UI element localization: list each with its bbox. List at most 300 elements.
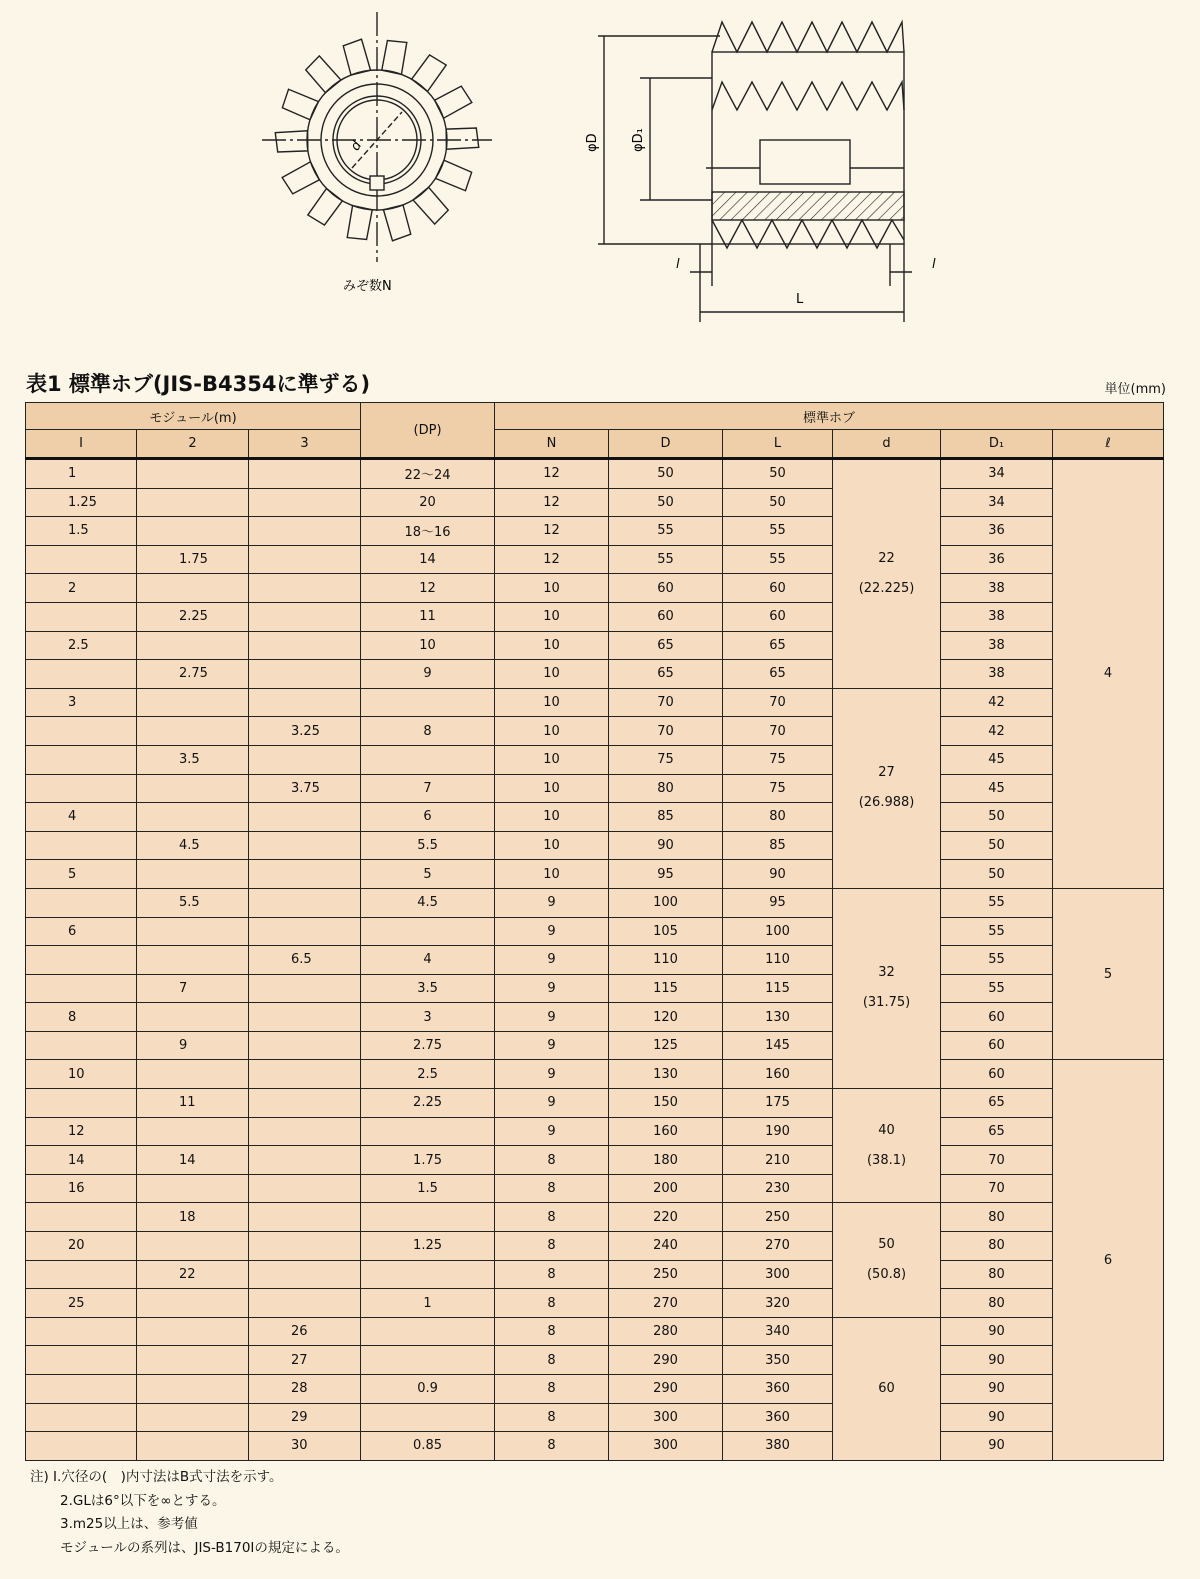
cell-L: 230	[723, 1174, 833, 1203]
cell-module-2	[137, 1003, 249, 1032]
cell-L: 175	[723, 1089, 833, 1118]
cell-l-group: 5	[1053, 888, 1164, 1060]
cell-d-group	[833, 888, 941, 1088]
cell-module-2	[137, 574, 249, 603]
cell-L: 360	[723, 1375, 833, 1404]
cell-module-3	[249, 1203, 361, 1232]
cell-module-2	[137, 1403, 249, 1432]
module-group-header: モジュール(m)	[26, 403, 361, 430]
cell-n: 10	[495, 774, 609, 803]
cell-D: 120	[609, 1003, 723, 1032]
phiD1-label: φD₁	[631, 128, 646, 152]
gear-tooth	[343, 39, 370, 75]
cell-module-3	[249, 1146, 361, 1175]
cell-module-3	[249, 1060, 361, 1089]
cell-n: 8	[495, 1317, 609, 1346]
cell-D: 220	[609, 1203, 723, 1232]
cell-n: 8	[495, 1174, 609, 1203]
cell-D1: 65	[941, 1089, 1053, 1118]
cell-module-1	[26, 660, 137, 689]
cell-module-1	[26, 745, 137, 774]
cell-module-1: 10	[26, 1060, 137, 1089]
cell-D1: 38	[941, 602, 1053, 631]
note-4: モジュールの系列は、JIS-B170Ⅰの規定による。	[60, 1539, 349, 1556]
gear-tooth	[275, 131, 308, 152]
table-row	[26, 602, 1164, 631]
cell-module-3	[249, 974, 361, 1003]
cell-module-3	[249, 1232, 361, 1261]
cell-module-2	[137, 946, 249, 975]
cell-n: 8	[495, 1375, 609, 1404]
cell-dp	[361, 1117, 495, 1146]
cell-D: 70	[609, 688, 723, 717]
cell-D1: 55	[941, 917, 1053, 946]
cell-module-3	[249, 660, 361, 689]
table-row	[26, 1289, 1164, 1318]
cell-module-3: 30	[249, 1432, 361, 1461]
cell-n: 10	[495, 860, 609, 889]
cell-D1: 36	[941, 517, 1053, 546]
module-col-1: Ⅰ	[26, 430, 137, 459]
gear-tooth	[282, 89, 318, 120]
note-1: 注) Ⅰ.穴径の( )内寸法はB式寸法を示す。	[30, 1469, 283, 1485]
gear-tooth	[306, 56, 341, 93]
cell-module-3	[249, 1174, 361, 1203]
cell-module-1: 16	[26, 1174, 137, 1203]
l-right-label: l	[932, 257, 936, 272]
cell-module-3: 27	[249, 1346, 361, 1375]
cell-module-1: 5	[26, 860, 137, 889]
cell-module-3	[249, 631, 361, 660]
cell-D: 125	[609, 1031, 723, 1060]
table-row	[26, 1432, 1164, 1461]
cell-module-3	[249, 1031, 361, 1060]
cell-D1: 50	[941, 803, 1053, 832]
cell-dp: 22～24	[361, 459, 495, 489]
cell-dp	[361, 1317, 495, 1346]
cell-module-1: 6	[26, 917, 137, 946]
cell-module-1	[26, 1403, 137, 1432]
cell-dp: 1.5	[361, 1174, 495, 1203]
cell-module-1	[26, 1260, 137, 1289]
cell-dp: 6	[361, 803, 495, 832]
table-row	[26, 717, 1164, 746]
cell-module-3	[249, 803, 361, 832]
cell-L: 145	[723, 1031, 833, 1060]
cell-module-1: 8	[26, 1003, 137, 1032]
cell-module-1: 25	[26, 1289, 137, 1318]
cell-module-1	[26, 888, 137, 917]
cell-D1: 80	[941, 1260, 1053, 1289]
table-body	[26, 459, 1164, 1461]
table-row	[26, 1146, 1164, 1175]
cell-module-2	[137, 1346, 249, 1375]
cell-module-1: 1.5	[26, 517, 137, 546]
col-d: d	[833, 430, 941, 459]
d-alt-value: (50.8)	[866, 1267, 907, 1283]
standard-hob-header: 標準ホブ	[495, 403, 1164, 430]
cell-n: 8	[495, 1403, 609, 1432]
cell-D1: 90	[941, 1403, 1053, 1432]
cell-D1: 38	[941, 574, 1053, 603]
cell-module-2	[137, 803, 249, 832]
cell-D: 180	[609, 1146, 723, 1175]
cell-dp	[361, 1403, 495, 1432]
cell-D: 70	[609, 717, 723, 746]
cell-D1: 55	[941, 946, 1053, 975]
col-D: D	[609, 430, 723, 459]
cell-n: 8	[495, 1146, 609, 1175]
cell-dp: 4	[361, 946, 495, 975]
cell-module-2: 2.25	[137, 602, 249, 631]
cell-d-group	[833, 1317, 941, 1460]
cell-D1: 50	[941, 831, 1053, 860]
cell-D: 50	[609, 488, 723, 517]
cell-L: 60	[723, 602, 833, 631]
cell-n: 12	[495, 459, 609, 489]
cell-module-2	[137, 1289, 249, 1318]
table-row	[26, 917, 1164, 946]
col-D1: D₁	[941, 430, 1053, 459]
cell-dp: 2.75	[361, 1031, 495, 1060]
cell-dp: 8	[361, 717, 495, 746]
cell-n: 8	[495, 1346, 609, 1375]
gear-tooth	[308, 189, 343, 226]
cell-module-3	[249, 545, 361, 574]
cell-dp	[361, 1203, 495, 1232]
cell-module-3: 6.5	[249, 946, 361, 975]
cell-dp: 3.5	[361, 974, 495, 1003]
cell-D: 115	[609, 974, 723, 1003]
cell-n: 10	[495, 745, 609, 774]
d-alt-value: (26.988)	[858, 795, 915, 811]
cell-n: 10	[495, 631, 609, 660]
cell-L: 190	[723, 1117, 833, 1146]
cell-module-3	[249, 1003, 361, 1032]
cell-L: 160	[723, 1060, 833, 1089]
cell-n: 10	[495, 803, 609, 832]
cell-L: 75	[723, 774, 833, 803]
cell-L: 250	[723, 1203, 833, 1232]
cell-module-1	[26, 774, 137, 803]
cell-D1: 36	[941, 545, 1053, 574]
cell-D: 65	[609, 631, 723, 660]
cell-D: 280	[609, 1317, 723, 1346]
cell-module-3	[249, 488, 361, 517]
cell-L: 210	[723, 1146, 833, 1175]
table-row	[26, 488, 1164, 517]
cell-module-3	[249, 574, 361, 603]
cell-L: 50	[723, 488, 833, 517]
cell-D: 85	[609, 803, 723, 832]
cell-module-2: 11	[137, 1089, 249, 1118]
cell-L: 65	[723, 631, 833, 660]
table-row	[26, 660, 1164, 689]
cell-L: 300	[723, 1260, 833, 1289]
table-row	[26, 774, 1164, 803]
cell-D1: 70	[941, 1146, 1053, 1175]
cell-module-2	[137, 517, 249, 546]
cell-module-2	[137, 459, 249, 489]
cell-module-1: 3	[26, 688, 137, 717]
cell-D1: 45	[941, 774, 1053, 803]
cell-L: 50	[723, 459, 833, 489]
cell-D: 60	[609, 602, 723, 631]
cell-d-group	[833, 1203, 941, 1317]
cell-n: 9	[495, 1089, 609, 1118]
cell-L: 100	[723, 917, 833, 946]
cell-dp: 5.5	[361, 831, 495, 860]
cell-module-1	[26, 974, 137, 1003]
cell-dp: 2.5	[361, 1060, 495, 1089]
cell-module-2: 14	[137, 1146, 249, 1175]
cell-module-3	[249, 888, 361, 917]
cell-module-3: 3.75	[249, 774, 361, 803]
cell-n: 9	[495, 1117, 609, 1146]
table-row	[26, 517, 1164, 546]
table-row	[26, 688, 1164, 717]
cell-D: 100	[609, 888, 723, 917]
cell-D1: 65	[941, 1117, 1053, 1146]
cell-D: 60	[609, 574, 723, 603]
L-label: L	[796, 292, 804, 307]
cell-n: 8	[495, 1432, 609, 1461]
cell-D1: 60	[941, 1031, 1053, 1060]
cell-D: 300	[609, 1403, 723, 1432]
cell-module-2	[137, 1375, 249, 1404]
cell-L: 110	[723, 946, 833, 975]
cell-D: 130	[609, 1060, 723, 1089]
cell-n: 10	[495, 660, 609, 689]
cell-dp: 0.9	[361, 1375, 495, 1404]
cell-dp: 0.85	[361, 1432, 495, 1461]
gear-tooth	[413, 187, 448, 224]
cell-module-1: 20	[26, 1232, 137, 1261]
gear-tooth	[382, 41, 407, 75]
cell-D: 110	[609, 946, 723, 975]
cell-module-3	[249, 831, 361, 860]
cell-D: 160	[609, 1117, 723, 1146]
cell-module-1: 4	[26, 803, 137, 832]
cell-module-1	[26, 1375, 137, 1404]
cell-D: 290	[609, 1346, 723, 1375]
cell-n: 9	[495, 888, 609, 917]
table-row	[26, 1174, 1164, 1203]
cell-L: 65	[723, 660, 833, 689]
gear-tooth	[446, 128, 479, 149]
cell-L: 60	[723, 574, 833, 603]
cell-module-2	[137, 917, 249, 946]
cell-module-2	[137, 717, 249, 746]
cell-n: 8	[495, 1289, 609, 1318]
d-alt-value: (22.225)	[858, 580, 915, 596]
cell-L: 90	[723, 860, 833, 889]
table-row	[26, 1203, 1164, 1232]
cell-n: 9	[495, 974, 609, 1003]
cell-module-3	[249, 459, 361, 489]
cell-module-1: 1.25	[26, 488, 137, 517]
cell-L: 75	[723, 745, 833, 774]
d-alt-value: (38.1)	[866, 1152, 907, 1168]
table-row	[26, 631, 1164, 660]
cell-n: 9	[495, 1003, 609, 1032]
cell-D: 55	[609, 517, 723, 546]
d-value: 50	[878, 1237, 895, 1253]
cell-d-group	[833, 688, 941, 888]
cell-D1: 50	[941, 860, 1053, 889]
table-row	[26, 974, 1164, 1003]
gear-tooth	[383, 205, 410, 241]
gear-tooth	[412, 55, 447, 92]
cell-module-1	[26, 946, 137, 975]
cell-d-group	[833, 1089, 941, 1203]
cell-D1: 42	[941, 717, 1053, 746]
cell-n: 9	[495, 946, 609, 975]
cell-dp	[361, 1260, 495, 1289]
cell-module-2	[137, 1432, 249, 1461]
cell-D1: 60	[941, 1003, 1053, 1032]
cell-D1: 34	[941, 488, 1053, 517]
table-row	[26, 1003, 1164, 1032]
cell-dp: 4.5	[361, 888, 495, 917]
cell-n: 10	[495, 717, 609, 746]
cell-L: 340	[723, 1317, 833, 1346]
table-row	[26, 831, 1164, 860]
d-value: 40	[878, 1122, 895, 1138]
cell-D1: 90	[941, 1432, 1053, 1461]
table-row	[26, 946, 1164, 975]
cell-dp: 5	[361, 860, 495, 889]
cell-module-1	[26, 545, 137, 574]
cell-D1: 42	[941, 688, 1053, 717]
cell-D: 150	[609, 1089, 723, 1118]
drawing-caption: みぞ数N	[343, 279, 392, 294]
cell-module-2	[137, 631, 249, 660]
hob-front-view	[262, 12, 492, 262]
cell-D: 270	[609, 1289, 723, 1318]
col-N: N	[495, 430, 609, 459]
cell-module-1	[26, 1317, 137, 1346]
cell-D1: 45	[941, 745, 1053, 774]
cell-module-2: 9	[137, 1031, 249, 1060]
cell-module-2: 7	[137, 974, 249, 1003]
cell-D1: 55	[941, 888, 1053, 917]
cell-D: 200	[609, 1174, 723, 1203]
cell-L: 55	[723, 517, 833, 546]
gear-tooth	[436, 160, 472, 191]
cell-module-1	[26, 831, 137, 860]
cell-D1: 55	[941, 974, 1053, 1003]
cell-L: 320	[723, 1289, 833, 1318]
gear-tooth	[347, 206, 372, 240]
cell-module-2	[137, 688, 249, 717]
cell-D1: 38	[941, 631, 1053, 660]
cell-module-3	[249, 1117, 361, 1146]
cell-L: 80	[723, 803, 833, 832]
table-row	[26, 1346, 1164, 1375]
cell-n: 8	[495, 1203, 609, 1232]
table-row	[26, 1260, 1164, 1289]
cell-module-2: 4.5	[137, 831, 249, 860]
cell-dp: 1	[361, 1289, 495, 1318]
cell-D1: 80	[941, 1232, 1053, 1261]
col-l: ℓ	[1053, 430, 1164, 459]
cell-d-group	[833, 459, 941, 689]
cell-dp: 11	[361, 602, 495, 631]
table-row	[26, 1031, 1164, 1060]
note-2: 2.GLは6°以下を∞とする。	[60, 1492, 226, 1509]
table-row	[26, 1317, 1164, 1346]
cell-dp: 1.75	[361, 1146, 495, 1175]
table-row	[26, 545, 1164, 574]
cell-D1: 90	[941, 1375, 1053, 1404]
cell-D: 55	[609, 545, 723, 574]
cell-L: 115	[723, 974, 833, 1003]
cell-module-1: 14	[26, 1146, 137, 1175]
cell-module-1	[26, 602, 137, 631]
cell-dp: 12	[361, 574, 495, 603]
cell-L: 70	[723, 688, 833, 717]
cell-dp: 1.25	[361, 1232, 495, 1261]
cell-D: 80	[609, 774, 723, 803]
table-row	[26, 888, 1164, 917]
phiD-label: φD	[585, 133, 600, 152]
cell-n: 9	[495, 1031, 609, 1060]
cell-n: 12	[495, 488, 609, 517]
cell-module-2	[137, 488, 249, 517]
table-row	[26, 1089, 1164, 1118]
cell-D: 50	[609, 459, 723, 489]
cell-module-1: 1	[26, 459, 137, 489]
notes	[30, 1466, 349, 1560]
cell-D: 65	[609, 660, 723, 689]
cell-D1: 38	[941, 660, 1053, 689]
gear-tooth	[282, 162, 319, 194]
gear-tooth	[435, 86, 472, 118]
cell-module-1: 2	[26, 574, 137, 603]
hob-side-view	[598, 22, 912, 322]
cell-module-3	[249, 745, 361, 774]
cell-n: 10	[495, 574, 609, 603]
cell-module-2	[137, 1232, 249, 1261]
d-value: 27	[878, 765, 895, 781]
cell-module-1	[26, 1203, 137, 1232]
cell-D: 105	[609, 917, 723, 946]
cell-dp	[361, 917, 495, 946]
hob-drawing	[0, 0, 1200, 340]
cell-n: 9	[495, 917, 609, 946]
cell-module-3	[249, 917, 361, 946]
cell-module-3	[249, 1089, 361, 1118]
cell-L: 55	[723, 545, 833, 574]
cell-module-3: 3.25	[249, 717, 361, 746]
cell-dp	[361, 1346, 495, 1375]
cell-module-2	[137, 1117, 249, 1146]
cell-module-2: 2.75	[137, 660, 249, 689]
cell-module-2: 22	[137, 1260, 249, 1289]
cell-D1: 70	[941, 1174, 1053, 1203]
cell-D: 95	[609, 860, 723, 889]
cell-module-3	[249, 1260, 361, 1289]
cell-L: 85	[723, 831, 833, 860]
table-row	[26, 1403, 1164, 1432]
cell-module-1	[26, 1432, 137, 1461]
cell-module-2: 1.75	[137, 545, 249, 574]
cell-module-1	[26, 717, 137, 746]
table-row	[26, 1375, 1164, 1404]
cell-D1: 80	[941, 1203, 1053, 1232]
col-L: L	[723, 430, 833, 459]
